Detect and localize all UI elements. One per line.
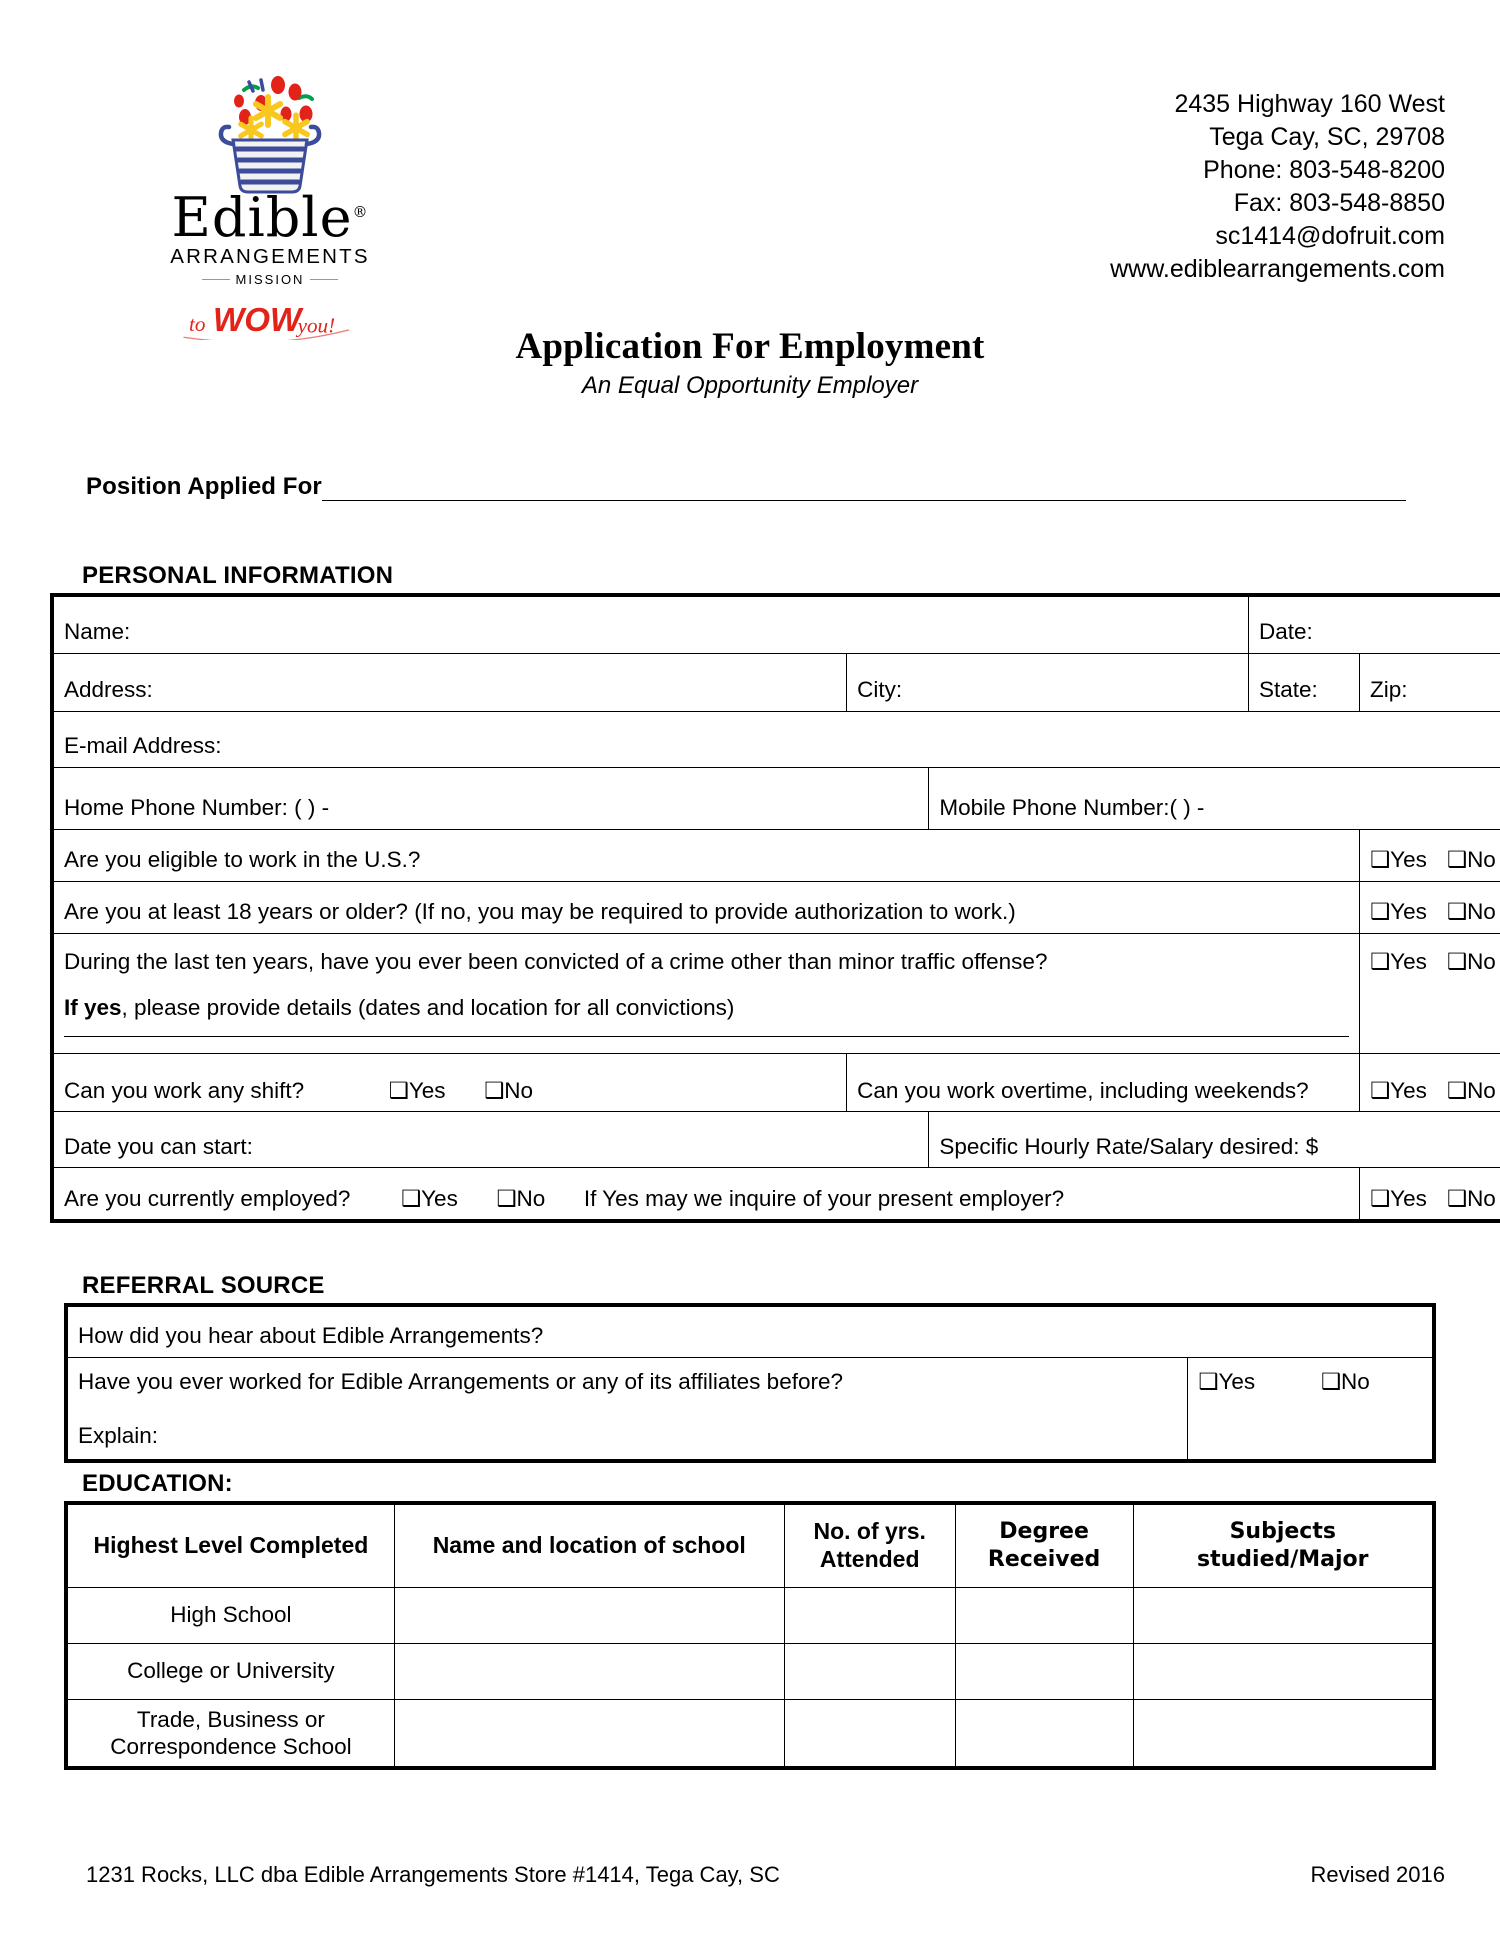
row-label-trade-line1: Trade, Business or [136, 1706, 325, 1732]
no-label: No [1467, 1077, 1496, 1103]
yes-label: Yes [1390, 899, 1427, 925]
email-label: E-mail Address: [64, 733, 222, 759]
column-header-degree [955, 1503, 1133, 1587]
yes-label: Yes [408, 1077, 446, 1103]
no-label: No [504, 1077, 534, 1103]
svg-text:WOW: WOW [212, 302, 302, 340]
yes-label: Yes [1218, 1368, 1256, 1394]
checkbox-icon: ❑ [496, 1186, 517, 1213]
row-label-college: College or University [66, 1643, 394, 1699]
checkbox-icon: ❑ [1370, 899, 1391, 926]
cell-subjects-college[interactable] [1133, 1643, 1434, 1699]
column-header-years-line2: Attended [819, 1545, 920, 1572]
table-row [52, 1053, 1500, 1111]
edible-arrangements-logo [170, 68, 370, 340]
checkbox-icon: ❑ [484, 1077, 505, 1104]
checkbox-icon: ❑ [1370, 948, 1391, 975]
contact-phone: Phone: 803-548-8200 [1203, 156, 1445, 184]
no-label: No [1341, 1368, 1370, 1394]
if-yes-rest: , please provide details (dates and location for all convictions) [121, 994, 735, 1020]
start-date-label: Date you can start: [64, 1133, 253, 1159]
contact-email: sc1414@dofruit.com [1215, 222, 1445, 250]
column-header-degree-line2: Received [987, 1546, 1101, 1572]
conviction-yes-checkbox[interactable] [1360, 933, 1437, 1053]
state-label: State: [1259, 677, 1318, 703]
checkbox-icon: ❑ [1320, 1368, 1342, 1395]
home-phone-field[interactable] [52, 767, 929, 829]
conviction-label: During the last ten years, have you ever been convicted of a crime other than minor traffic offense? [64, 948, 1048, 974]
contact-city-state-zip: Tega Cay, SC, 29708 [1209, 123, 1445, 151]
how-did-you-hear-label: How did you hear about Edible Arrangements? [78, 1323, 544, 1349]
position-applied-for-label: Position Applied For [86, 473, 322, 500]
table-row [66, 1699, 1434, 1768]
address-field[interactable] [52, 653, 847, 711]
zip-label: Zip: [1370, 677, 1408, 703]
table-row [52, 711, 1500, 767]
cell-degree-high-school[interactable] [955, 1587, 1133, 1643]
checkbox-icon: ❑ [1446, 899, 1468, 926]
date-field[interactable] [1249, 595, 1500, 653]
education-table [64, 1501, 1436, 1770]
mobile-phone-field[interactable] [929, 767, 1500, 829]
age-question [52, 881, 1360, 933]
shift-yes-checkbox[interactable] [389, 1078, 446, 1103]
table-row [66, 1587, 1434, 1643]
worked-before-yes-checkbox[interactable] [1188, 1357, 1311, 1461]
row-label-high-school: High School [66, 1587, 394, 1643]
fruit-basket-icon [195, 68, 345, 196]
checkbox-icon: ❑ [1370, 1077, 1391, 1104]
age-no-checkbox[interactable] [1437, 881, 1500, 933]
column-header-subjects [1133, 1503, 1434, 1587]
table-row [52, 595, 1500, 653]
conviction-no-checkbox[interactable] [1437, 933, 1500, 1053]
no-label: No [516, 1186, 546, 1212]
column-header-years-line1: No. of yrs. [813, 1518, 926, 1545]
worked-before-question [66, 1357, 1188, 1461]
logo-subtitle: ARRANGEMENTS [170, 245, 370, 269]
shift-no-checkbox[interactable] [484, 1078, 533, 1103]
salary-label: Specific Hourly Rate/Salary desired: $ [939, 1133, 1319, 1159]
currently-employed-question [52, 1167, 1360, 1221]
referral-source-table [64, 1303, 1436, 1463]
logo-mission-label: MISSION [170, 272, 370, 287]
position-applied-for-input[interactable] [322, 475, 1406, 501]
referral-source-heading: REFERRAL SOURCE [82, 1272, 325, 1299]
no-label: No [1467, 899, 1496, 925]
worked-before-no-checkbox[interactable] [1311, 1357, 1434, 1461]
if-yes-details-prompt [64, 994, 1349, 1022]
how-did-you-hear-field[interactable] [66, 1305, 1434, 1357]
footer-company-info: 1231 Rocks, LLC dba Edible Arrangements Store #1414, Tega Cay, SC [86, 1862, 780, 1887]
checkbox-icon: ❑ [1446, 1077, 1468, 1104]
column-header-subjects-line1: Subjects [1229, 1519, 1336, 1545]
referral-source-section [50, 1272, 1450, 1463]
overtime-question [847, 1053, 1360, 1111]
table-row [52, 767, 1500, 829]
cell-school-high-school[interactable] [394, 1587, 784, 1643]
svg-text:you!: you! [297, 313, 336, 338]
cell-subjects-trade[interactable] [1133, 1699, 1434, 1768]
table-row [66, 1643, 1434, 1699]
eligible-to-work-question [52, 829, 1360, 881]
page-footer [86, 1862, 1445, 1888]
personal-information-heading: PERSONAL INFORMATION [82, 562, 394, 589]
eligible-to-work-label: Are you eligible to work in the U.S.? [64, 847, 421, 873]
checkbox-icon: ❑ [1370, 1186, 1391, 1213]
yes-label: Yes [1390, 1077, 1427, 1103]
age-label: Are you at least 18 years or older? (If no, you may be required to provide authorization to work.) [64, 899, 1016, 925]
table-row [52, 881, 1500, 933]
cell-years-high-school[interactable] [784, 1587, 955, 1643]
conviction-question-cell [52, 933, 1360, 1053]
city-field[interactable] [847, 653, 1249, 711]
cell-school-college[interactable] [394, 1643, 784, 1699]
zip-field[interactable] [1360, 653, 1500, 711]
employed-no-checkbox[interactable] [496, 1186, 545, 1211]
salary-desired-field[interactable] [929, 1111, 1500, 1167]
page-title: Application For Employment [515, 326, 985, 367]
yes-label: Yes [1390, 847, 1427, 873]
checkbox-icon: ❑ [400, 1186, 422, 1213]
start-date-field[interactable] [52, 1111, 929, 1167]
table-row [52, 1167, 1500, 1221]
home-phone-label: Home Phone Number: ( ) - [64, 795, 330, 821]
overtime-yes-checkbox[interactable] [1360, 1053, 1437, 1111]
column-header-subjects-line2: studied/Major [1197, 1546, 1369, 1572]
email-field[interactable] [52, 711, 1500, 767]
checkbox-icon: ❑ [1446, 1186, 1468, 1213]
date-label: Date: [1259, 619, 1313, 645]
education-section [50, 1470, 1450, 1770]
city-label: City: [857, 677, 903, 703]
table-header-row [66, 1503, 1434, 1587]
explain-label[interactable]: Explain: [78, 1422, 159, 1448]
logo-brand-name [170, 186, 370, 249]
column-header-years [784, 1503, 955, 1587]
employed-yes-checkbox[interactable] [401, 1186, 458, 1211]
any-shift-label: Can you work any shift? [64, 1077, 305, 1103]
checkbox-icon: ❑ [1446, 847, 1468, 874]
personal-information-table [50, 593, 1500, 1223]
mobile-phone-label: Mobile Phone Number:( ) - [939, 795, 1205, 821]
name-field[interactable] [52, 595, 1249, 653]
cell-years-trade[interactable] [784, 1699, 955, 1768]
registered-mark: ® [352, 203, 369, 221]
column-header-school: Name and location of school [394, 1503, 784, 1587]
eligible-yes-checkbox[interactable] [1360, 829, 1437, 881]
cell-degree-trade[interactable] [955, 1699, 1133, 1768]
table-row [52, 1111, 1500, 1167]
no-label: No [1467, 948, 1496, 974]
any-shift-question [52, 1053, 847, 1111]
table-row [66, 1357, 1434, 1461]
table-row [52, 653, 1500, 711]
state-field[interactable] [1249, 653, 1360, 711]
worked-before-label: Have you ever worked for Edible Arrangements or any of its affiliates before? [78, 1368, 843, 1394]
logo-brand-text: Edible [171, 186, 353, 249]
position-applied-for-row [86, 473, 1406, 501]
checkbox-icon: ❑ [1446, 948, 1468, 975]
cell-degree-college[interactable] [955, 1643, 1133, 1699]
yes-label: Yes [1390, 1186, 1427, 1212]
row-label-trade-school [66, 1699, 394, 1768]
table-row [52, 829, 1500, 881]
contact-fax: Fax: 803-548-8850 [1233, 189, 1445, 217]
currently-employed-label: Are you currently employed? [64, 1186, 351, 1212]
table-row [52, 933, 1500, 1053]
page-subtitle: An Equal Opportunity Employer [581, 372, 919, 399]
name-label: Name: [64, 619, 131, 645]
inquire-no-checkbox[interactable] [1437, 1167, 1500, 1221]
contact-website: www.ediblearrangements.com [1110, 255, 1445, 283]
inquire-yes-checkbox[interactable] [1360, 1167, 1437, 1221]
cell-subjects-high-school[interactable] [1133, 1587, 1434, 1643]
address-label: Address: [64, 677, 153, 703]
column-header-level: Highest Level Completed [66, 1503, 394, 1587]
table-row [66, 1305, 1434, 1357]
checkbox-icon: ❑ [388, 1077, 409, 1104]
cell-school-trade[interactable] [394, 1699, 784, 1768]
page-header [0, 0, 1500, 399]
svg-text:to: to [189, 312, 206, 337]
yes-label: Yes [421, 1186, 458, 1212]
if-yes-bold: If yes [64, 994, 122, 1020]
inquire-employer-label: If Yes may we inquire of your present employer? [583, 1186, 1065, 1212]
cell-years-college[interactable] [784, 1643, 955, 1699]
yes-label: Yes [1390, 948, 1427, 974]
overtime-no-checkbox[interactable] [1437, 1053, 1500, 1111]
checkbox-icon: ❑ [1370, 847, 1391, 874]
eligible-no-checkbox[interactable] [1437, 829, 1500, 881]
conviction-details-input[interactable] [64, 1036, 1349, 1037]
title-block [0, 325, 1500, 400]
footer-revision: Revised 2016 [1310, 1862, 1445, 1887]
row-label-trade-line2: Correspondence School [110, 1733, 352, 1759]
checkbox-icon: ❑ [1198, 1368, 1219, 1395]
no-label: No [1467, 1186, 1496, 1212]
overtime-label: Can you work overtime, including weekends? [857, 1077, 1309, 1103]
education-heading: EDUCATION: [82, 1470, 233, 1497]
no-label: No [1467, 847, 1496, 873]
personal-information-section [50, 562, 1496, 1223]
contact-info-block [1110, 88, 1445, 286]
contact-street: 2435 Highway 160 West [1174, 90, 1445, 118]
age-yes-checkbox[interactable] [1360, 881, 1437, 933]
column-header-degree-line1: Degree [999, 1519, 1089, 1545]
